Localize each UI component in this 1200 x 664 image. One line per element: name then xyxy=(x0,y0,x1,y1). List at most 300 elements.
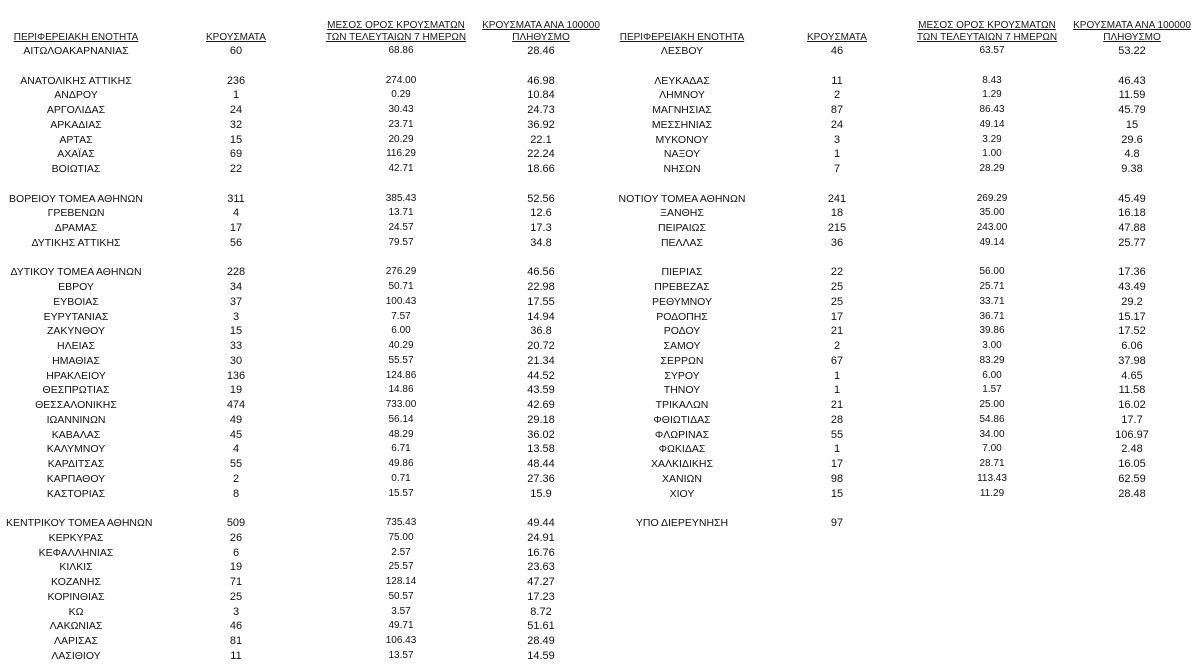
per-100k-cell: 45.79 xyxy=(1118,104,1146,116)
cases-cell: 34 xyxy=(229,281,243,293)
cases-cell: 55 xyxy=(229,458,243,470)
table-row xyxy=(612,516,1200,531)
avg-7days-cell: 735.43 xyxy=(385,517,417,528)
cases-cell: 1 xyxy=(833,148,841,161)
avg-7days-cell: 63.57 xyxy=(979,45,1005,56)
per-100k-cell: 24.91 xyxy=(527,531,555,544)
region-cell: ΘΕΣΠΡΩΤΙΑΣ xyxy=(42,384,110,397)
per-100k-cell: 47.27 xyxy=(527,576,555,588)
cases-cell: 81 xyxy=(229,635,243,647)
header-per100k-line2: ΠΛΗΘΥΣΜΟ xyxy=(1103,32,1161,43)
table-row xyxy=(612,324,1200,339)
avg-7days-cell: 1.57 xyxy=(982,384,1002,396)
row-spacer xyxy=(6,59,606,74)
per-100k-cell: 16.05 xyxy=(1118,458,1146,470)
cases-cell: 3 xyxy=(232,310,240,323)
header-avg-line2: ΤΩΝ ΤΕΛΕΥΤΑΙΩΝ 7 ΗΜΕΡΩΝ xyxy=(325,32,467,43)
region-cell: ΦΘΙΩΤΙΔΑΣ xyxy=(653,413,711,426)
cases-cell: 3 xyxy=(833,133,841,146)
avg-7days-cell: 116.29 xyxy=(386,148,416,160)
header-per100k-line1: ΚΡΟΥΣΜΑΤΑ ΑΝΑ 100000 xyxy=(482,20,600,31)
cases-cell: 22 xyxy=(229,163,243,175)
avg-7days-cell: 6.00 xyxy=(391,325,411,337)
cases-cell: 136 xyxy=(226,369,246,382)
avg-7days-cell: 30.43 xyxy=(388,104,414,115)
row-spacer xyxy=(612,177,1200,192)
per-100k-cell: 13.58 xyxy=(527,443,555,456)
region-cell: ΚΙΛΚΙΣ xyxy=(59,561,93,574)
row-spacer xyxy=(6,251,606,266)
per-100k-cell: 18.66 xyxy=(527,163,555,175)
table-row xyxy=(6,472,606,487)
avg-7days-cell: 0.29 xyxy=(391,89,411,101)
header-region: ΠΕΡΙΦΕΡΕΙΑΚΗ ΕΝΟΤΗΤΑ xyxy=(619,32,745,43)
cases-cell: 98 xyxy=(830,472,844,485)
cases-cell: 17 xyxy=(830,458,844,470)
table-row xyxy=(6,457,606,472)
table-row xyxy=(612,369,1200,384)
region-cell: ΕΒΡΟΥ xyxy=(58,281,94,293)
region-cell: ΔΥΤΙΚΟΥ ΤΟΜΕΑ ΑΘΗΝΩΝ xyxy=(10,266,142,279)
per-100k-cell: 17.7 xyxy=(1121,413,1143,426)
region-cell: ΠΕΙΡΑΙΩΣ xyxy=(658,222,706,234)
per-100k-cell: 23.63 xyxy=(527,561,555,574)
cases-cell: 56 xyxy=(229,236,243,249)
per-100k-cell: 29.18 xyxy=(527,413,555,426)
region-cell: ΚΑΡΔΙΤΣΑΣ xyxy=(47,458,105,470)
table-row xyxy=(6,44,606,59)
avg-7days-cell: 79.57 xyxy=(388,236,414,248)
cases-cell: 18 xyxy=(830,207,844,220)
cases-cell: 1 xyxy=(833,369,841,382)
table-row xyxy=(6,605,606,620)
row-spacer xyxy=(612,501,1200,516)
avg-7days-cell: 20.29 xyxy=(388,133,414,145)
avg-7days-cell: 49.14 xyxy=(979,236,1005,248)
region-cell: ΠΕΛΛΑΣ xyxy=(660,236,704,249)
table-row xyxy=(6,192,606,207)
per-100k-cell: 34.8 xyxy=(530,236,552,249)
cases-cell: 311 xyxy=(227,192,245,205)
table-row xyxy=(612,147,1200,162)
region-cell: ΛΑΡΙΣΑΣ xyxy=(54,635,98,647)
table-row xyxy=(612,88,1200,103)
cases-cell: 26 xyxy=(229,531,243,544)
per-100k-cell: 47.88 xyxy=(1118,222,1146,234)
region-cell: ΚΑΒΑΛΑΣ xyxy=(51,428,101,441)
avg-7days-cell: 25.71 xyxy=(979,281,1005,292)
table-row xyxy=(612,221,1200,236)
per-100k-cell: 45.49 xyxy=(1118,192,1146,205)
cases-cell: 7 xyxy=(833,163,841,175)
table-row xyxy=(6,236,606,251)
per-100k-cell: 17.52 xyxy=(1118,325,1146,338)
region-cell: ΕΥΡΥΤΑΝΙΑΣ xyxy=(43,310,109,323)
per-100k-cell: 4.8 xyxy=(1124,148,1140,161)
avg-7days-cell: 13.71 xyxy=(388,207,414,219)
table-row xyxy=(6,442,606,457)
row-spacer xyxy=(6,177,606,192)
region-cell: ΤΗΝΟΥ xyxy=(663,384,701,397)
table-row xyxy=(612,442,1200,457)
avg-7days-cell: 50.71 xyxy=(388,281,414,292)
region-cell: ΖΑΚΥΝΘΟΥ xyxy=(46,325,105,338)
cases-cell: 4 xyxy=(232,443,240,456)
region-cell: ΚΕΝΤΡΙΚΟΥ ΤΟΜΕΑ ΑΘΗΝΩΝ xyxy=(6,517,153,529)
table-row xyxy=(6,546,606,561)
header-cases: ΚΡΟΥΣΜΑΤΑ xyxy=(206,32,266,43)
table-row xyxy=(612,472,1200,487)
region-cell: ΡΕΘΥΜΝΟΥ xyxy=(651,295,712,308)
region-cell: ΧΑΝΙΩΝ xyxy=(662,472,702,485)
per-100k-cell: 15.17 xyxy=(1118,310,1146,323)
cases-cell: 25 xyxy=(229,590,243,603)
per-100k-cell: 37.98 xyxy=(1118,354,1146,367)
cases-cell: 6 xyxy=(232,546,240,559)
per-100k-cell: 48.44 xyxy=(527,458,555,470)
cases-cell: 32 xyxy=(229,118,243,131)
cases-cell: 11 xyxy=(831,74,843,87)
table-row xyxy=(6,103,606,118)
avg-7days-cell: 49.71 xyxy=(388,620,414,632)
table-row xyxy=(6,383,606,398)
per-100k-cell: 21.34 xyxy=(527,354,555,367)
table-row xyxy=(6,310,606,325)
avg-7days-cell: 7.00 xyxy=(982,443,1002,455)
cases-cell: 228 xyxy=(226,266,246,279)
per-100k-cell: 17.36 xyxy=(1118,266,1146,279)
region-cell: ΑΝΑΤΟΛΙΚΗΣ ΑΤΤΙΚΗΣ xyxy=(20,74,132,87)
region-cell: ΝΟΤΙΟΥ ΤΟΜΕΑ ΑΘΗΝΩΝ xyxy=(618,192,746,205)
per-100k-cell: 17.3 xyxy=(530,222,552,234)
left-table-body xyxy=(6,44,606,664)
per-100k-cell: 28.48 xyxy=(1118,487,1146,500)
cases-cell: 22 xyxy=(830,266,844,279)
region-cell: ΜΕΣΣΗΝΙΑΣ xyxy=(651,118,713,131)
per-100k-cell: 22.24 xyxy=(527,148,555,161)
region-cell: ΠΙΕΡΙΑΣ xyxy=(661,266,703,279)
cases-cell: 21 xyxy=(830,325,844,338)
table-row xyxy=(612,339,1200,354)
right-table-header xyxy=(612,10,1200,44)
table-row xyxy=(6,398,606,413)
cases-cell: 55 xyxy=(830,428,844,441)
table-row xyxy=(6,295,606,310)
table-row xyxy=(6,428,606,443)
avg-7days-cell: 49.14 xyxy=(979,118,1005,130)
table-row xyxy=(612,74,1200,89)
avg-7days-cell: 274.00 xyxy=(385,74,417,86)
region-cell: ΗΛΕΙΑΣ xyxy=(56,340,95,352)
cases-cell: 21 xyxy=(830,399,844,411)
table-row xyxy=(612,103,1200,118)
table-row xyxy=(612,295,1200,310)
per-100k-cell: 27.36 xyxy=(527,472,555,485)
cases-cell: 17 xyxy=(830,310,844,323)
cases-cell: 37 xyxy=(229,295,243,308)
avg-7days-cell: 6.00 xyxy=(982,369,1002,381)
region-cell: ΚΑΛΥΜΝΟΥ xyxy=(46,443,106,456)
table-row xyxy=(6,369,606,384)
per-100k-cell: 36.92 xyxy=(527,118,555,131)
table-row xyxy=(612,487,1200,502)
header-avg-line2: ΤΩΝ ΤΕΛΕΥΤΑΙΩΝ 7 ΗΜΕΡΩΝ xyxy=(916,32,1058,43)
region-cell: ΑΧΑΪΑΣ xyxy=(57,148,95,161)
region-cell: ΝΑΞΟΥ xyxy=(663,148,701,161)
avg-7days-cell: 385.43 xyxy=(385,192,417,204)
per-100k-cell: 4.65 xyxy=(1121,369,1143,382)
per-100k-cell: 14.59 xyxy=(527,649,555,662)
header-per-100k xyxy=(1059,20,1200,44)
avg-7days-cell: 243.00 xyxy=(976,222,1008,233)
cases-cell: 49 xyxy=(229,413,243,426)
per-100k-cell: 106.97 xyxy=(1115,428,1149,441)
header-avg-7days xyxy=(311,20,481,44)
region-cell: ΒΟΙΩΤΙΑΣ xyxy=(51,163,101,175)
region-cell: ΥΠΟ ΔΙΕΡΕΥΝΗΣΗ xyxy=(635,517,729,529)
region-cell: ΚΕΡΚΥΡΑΣ xyxy=(48,531,104,544)
cases-cell: 11 xyxy=(230,649,242,662)
cases-cell: 509 xyxy=(226,517,246,529)
table-row xyxy=(6,516,606,531)
table-row xyxy=(6,162,606,177)
avg-7days-cell: 24.57 xyxy=(388,222,414,233)
cases-cell: 15 xyxy=(229,133,243,146)
avg-7days-cell: 13.57 xyxy=(388,649,414,661)
table-row xyxy=(612,44,1200,59)
header-per-100k xyxy=(468,20,614,44)
avg-7days-cell: 54.86 xyxy=(979,413,1005,425)
per-100k-cell: 24.73 xyxy=(527,104,555,116)
table-row xyxy=(6,265,606,280)
header-avg-line1: ΜΕΣΟΣ ΟΡΟΣ ΚΡΟΥΣΜΑΤΩΝ xyxy=(918,20,1056,31)
avg-7days-cell: 39.86 xyxy=(979,325,1005,337)
cases-cell: 97 xyxy=(830,517,844,529)
table-row xyxy=(6,147,606,162)
table-row xyxy=(612,162,1200,177)
cases-cell: 2 xyxy=(833,89,841,102)
per-100k-cell: 2.48 xyxy=(1121,443,1143,456)
region-cell: ΚΟΡΙΝΘΙΑΣ xyxy=(47,590,105,603)
table-row xyxy=(6,206,606,221)
region-cell: ΑΙΤΩΛΟΑΚΑΡΝΑΝΙΑΣ xyxy=(23,45,129,57)
table-row xyxy=(612,133,1200,148)
avg-7days-cell: 55.57 xyxy=(388,354,414,366)
region-cell: ΚΑΣΤΟΡΙΑΣ xyxy=(46,487,106,500)
table-row xyxy=(612,192,1200,207)
avg-7days-cell: 25.00 xyxy=(979,399,1005,410)
avg-7days-cell: 1.29 xyxy=(982,89,1002,101)
region-cell: ΤΡΙΚΑΛΩΝ xyxy=(655,399,709,411)
table-row xyxy=(6,560,606,575)
avg-7days-cell: 269.29 xyxy=(976,192,1008,204)
per-100k-cell: 20.72 xyxy=(527,340,555,352)
region-cell: ΞΑΝΘΗΣ xyxy=(660,207,704,220)
per-100k-cell: 8.72 xyxy=(530,605,552,618)
cases-cell: 25 xyxy=(830,295,844,308)
per-100k-cell: 28.46 xyxy=(527,45,555,57)
row-spacer xyxy=(6,501,606,516)
avg-7days-cell: 124.86 xyxy=(385,369,417,381)
left-table xyxy=(6,10,606,664)
per-100k-cell: 29.6 xyxy=(1121,133,1143,146)
region-cell: ΚΩ xyxy=(68,605,84,618)
cases-cell: 1 xyxy=(232,89,240,102)
avg-7days-cell: 56.14 xyxy=(388,413,414,425)
avg-7days-cell: 40.29 xyxy=(388,340,414,351)
per-100k-cell: 53.22 xyxy=(1118,45,1146,57)
cases-cell: 45 xyxy=(229,428,243,441)
per-100k-cell: 36.02 xyxy=(527,428,555,441)
table-row xyxy=(612,413,1200,428)
region-cell: ΧΙΟΥ xyxy=(669,487,695,500)
table-row xyxy=(6,324,606,339)
cases-cell: 17 xyxy=(229,222,243,234)
cases-cell: 15 xyxy=(229,325,243,338)
cases-cell: 2 xyxy=(833,340,841,352)
region-cell: ΔΡΑΜΑΣ xyxy=(54,222,98,234)
cases-cell: 19 xyxy=(229,384,243,397)
cases-cell: 69 xyxy=(229,148,243,161)
avg-7days-cell: 25.57 xyxy=(388,561,414,573)
cases-cell: 15 xyxy=(830,487,844,500)
per-100k-cell: 36.8 xyxy=(530,325,552,338)
region-cell: ΚΑΡΠΑΘΟΥ xyxy=(46,472,106,485)
per-100k-cell: 16.76 xyxy=(527,546,555,559)
cases-cell: 215 xyxy=(827,222,847,234)
avg-7days-cell: 28.71 xyxy=(979,458,1005,469)
avg-7days-cell: 28.29 xyxy=(979,163,1005,174)
region-cell: ΛΑΚΩΝΙΑΣ xyxy=(49,620,103,633)
per-100k-cell: 16.02 xyxy=(1118,399,1146,411)
avg-7days-cell: 0.71 xyxy=(391,472,411,484)
table-row xyxy=(612,354,1200,369)
table-row xyxy=(612,310,1200,325)
cases-cell: 25 xyxy=(830,281,844,293)
region-cell: ΜΑΓΝΗΣΙΑΣ xyxy=(652,104,712,116)
avg-7days-cell: 7.57 xyxy=(391,310,411,322)
left-table-header xyxy=(6,10,606,44)
region-cell: ΣΑΜΟΥ xyxy=(663,340,701,352)
header-cases: ΚΡΟΥΣΜΑΤΑ xyxy=(807,32,867,43)
region-cell: ΓΡΕΒΕΝΩΝ xyxy=(47,207,105,220)
header-per100k-line2: ΠΛΗΘΥΣΜΟ xyxy=(512,32,570,43)
avg-7days-cell: 3.29 xyxy=(982,133,1002,145)
region-cell: ΦΛΩΡΙΝΑΣ xyxy=(654,428,710,441)
per-100k-cell: 9.38 xyxy=(1121,163,1143,175)
per-100k-cell: 11.59 xyxy=(1118,89,1146,102)
right-table xyxy=(612,10,1200,531)
cases-cell: 28 xyxy=(830,413,844,426)
table-row xyxy=(6,413,606,428)
table-row xyxy=(6,590,606,605)
cases-cell: 33 xyxy=(229,340,243,352)
table-row xyxy=(612,236,1200,251)
region-cell: ΗΡΑΚΛΕΙΟΥ xyxy=(46,369,106,382)
cases-cell: 46 xyxy=(229,620,243,633)
per-100k-cell: 44.52 xyxy=(527,369,555,382)
cases-cell: 474 xyxy=(226,399,246,411)
per-100k-cell: 29.2 xyxy=(1121,295,1143,308)
per-100k-cell: 28.49 xyxy=(527,635,555,647)
region-cell: ΗΜΑΘΙΑΣ xyxy=(52,354,100,367)
table-row xyxy=(612,206,1200,221)
region-cell: ΑΝΔΡΟΥ xyxy=(54,89,98,102)
header-region: ΠΕΡΙΦΕΡΕΙΑΚΗ ΕΝΟΤΗΤΑ xyxy=(13,32,139,43)
table-row xyxy=(6,339,606,354)
per-100k-cell: 6.06 xyxy=(1121,340,1143,352)
region-cell: ΙΩΑΝΝΙΝΩΝ xyxy=(46,413,106,426)
region-cell: ΣΥΡΟΥ xyxy=(664,369,700,382)
avg-7days-cell: 6.71 xyxy=(391,443,411,455)
per-100k-cell: 17.23 xyxy=(527,590,555,603)
per-100k-cell: 46.56 xyxy=(527,266,555,279)
avg-7days-cell: 8.43 xyxy=(982,74,1002,86)
table-row xyxy=(6,487,606,502)
avg-7days-cell: 50.57 xyxy=(388,590,414,602)
per-100k-cell: 51.61 xyxy=(527,620,555,633)
region-cell: ΑΡΓΟΛΙΔΑΣ xyxy=(46,104,106,116)
avg-7days-cell: 113.43 xyxy=(977,472,1007,484)
avg-7days-cell: 3.57 xyxy=(391,605,411,617)
per-100k-cell: 42.69 xyxy=(527,399,555,411)
table-row xyxy=(6,575,606,590)
cases-cell: 1 xyxy=(833,384,841,397)
region-cell: ΡΟΔΟΥ xyxy=(663,325,701,338)
row-spacer xyxy=(612,59,1200,74)
region-cell: ΕΥΒΟΙΑΣ xyxy=(53,295,99,308)
table-row xyxy=(6,649,606,664)
per-100k-cell: 46.98 xyxy=(527,74,555,87)
avg-7days-cell: 15.57 xyxy=(388,487,414,499)
cases-cell: 67 xyxy=(830,354,844,367)
table-row xyxy=(612,280,1200,295)
cases-cell: 3 xyxy=(232,605,240,618)
avg-7days-cell: 100.43 xyxy=(385,295,417,307)
per-100k-cell: 15 xyxy=(1125,118,1139,131)
table-row xyxy=(6,280,606,295)
table-row xyxy=(612,428,1200,443)
cases-cell: 24 xyxy=(229,104,243,116)
region-cell: ΛΕΣΒΟΥ xyxy=(660,45,704,57)
header-avg-7days xyxy=(902,20,1072,44)
region-cell: ΚΕΦΑΛΛΗΝΙΑΣ xyxy=(38,546,114,559)
table-row xyxy=(6,354,606,369)
per-100k-cell: 17.55 xyxy=(527,295,555,308)
right-table-body xyxy=(612,44,1200,531)
cases-cell: 46 xyxy=(830,45,844,57)
per-100k-cell: 46.43 xyxy=(1118,74,1146,87)
avg-7days-cell: 3.00 xyxy=(982,340,1002,351)
region-cell: ΛΗΜΝΟΥ xyxy=(659,89,705,102)
avg-7days-cell: 35.00 xyxy=(979,207,1005,219)
table-row xyxy=(6,74,606,89)
per-100k-cell: 49.44 xyxy=(527,517,555,529)
per-100k-cell: 25.77 xyxy=(1118,236,1146,249)
cases-cell: 1 xyxy=(833,443,841,456)
avg-7days-cell: 42.71 xyxy=(388,163,414,174)
row-spacer xyxy=(612,251,1200,266)
table-row xyxy=(6,619,606,634)
table-row xyxy=(6,133,606,148)
region-cell: ΛΕΥΚΑΔΑΣ xyxy=(654,74,710,87)
region-cell: ΡΟΔΟΠΗΣ xyxy=(656,310,708,323)
region-cell: ΧΑΛΚΙΔΙΚΗΣ xyxy=(651,458,713,470)
table-row xyxy=(612,398,1200,413)
table-row xyxy=(6,221,606,236)
cases-cell: 2 xyxy=(232,472,240,485)
region-cell: ΠΡΕΒΕΖΑΣ xyxy=(654,281,710,293)
